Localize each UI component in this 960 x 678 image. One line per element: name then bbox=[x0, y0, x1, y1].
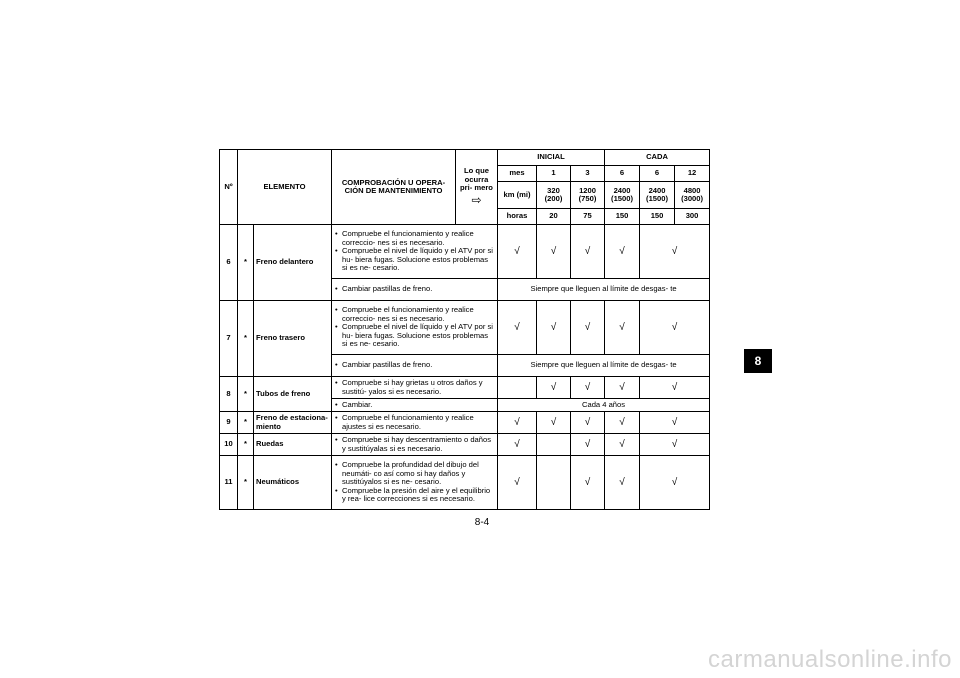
item-operation bbox=[332, 456, 498, 510]
header-km-value: 2400 (1500) bbox=[605, 182, 640, 209]
header-lo-que bbox=[456, 150, 498, 225]
check-mark: √ bbox=[571, 225, 605, 279]
table-row bbox=[220, 412, 743, 434]
item-star: * bbox=[238, 412, 254, 434]
check-mark: √ bbox=[571, 456, 605, 510]
table-row bbox=[220, 434, 743, 456]
header-km-value: 2400 (1500) bbox=[640, 182, 675, 209]
item-operation bbox=[332, 279, 498, 301]
header-mes-value: 12 bbox=[675, 166, 710, 182]
header-cada: CADA bbox=[605, 150, 710, 166]
header-inicial: INICIAL bbox=[498, 150, 605, 166]
item-name: Ruedas bbox=[254, 434, 332, 456]
empty-cell bbox=[537, 456, 571, 510]
check-mark: √ bbox=[640, 456, 710, 510]
header-horas-value: 150 bbox=[640, 209, 675, 225]
check-mark: √ bbox=[537, 225, 571, 279]
header-lo-que-text: Lo que ocurra pri- mero bbox=[460, 166, 493, 193]
watermark: carmanualsonline.info bbox=[708, 646, 952, 673]
header-km-value: 1200 (750) bbox=[571, 182, 605, 209]
list-item: • Cambiar. bbox=[334, 401, 495, 410]
item-interval-note: Cada 4 años bbox=[498, 399, 710, 412]
item-operation bbox=[332, 412, 498, 434]
item-number: 9 bbox=[220, 412, 238, 434]
list-item: • Compruebe el funcionamiento y realice correccio- nes si es necesario. bbox=[334, 230, 495, 247]
header-mes-value: 6 bbox=[640, 166, 675, 182]
item-operation bbox=[332, 434, 498, 456]
table-row bbox=[220, 301, 743, 355]
list-item: • Compruebe el funcionamiento y realice ajustes si es necesario. bbox=[334, 414, 495, 431]
page-number: 8-4 bbox=[474, 517, 490, 528]
header-horas-label: horas bbox=[498, 209, 537, 225]
check-mark: √ bbox=[605, 434, 640, 456]
table-row bbox=[220, 225, 743, 279]
list-item: • Cambiar pastillas de freno. bbox=[334, 361, 495, 370]
item-name: Neumáticos bbox=[254, 456, 332, 510]
check-mark: √ bbox=[498, 434, 537, 456]
check-mark: √ bbox=[640, 225, 710, 279]
check-mark: √ bbox=[571, 377, 605, 399]
item-star: * bbox=[238, 301, 254, 377]
check-mark: √ bbox=[498, 456, 537, 510]
check-mark: √ bbox=[498, 412, 537, 434]
table-row bbox=[220, 456, 743, 510]
header-elemento: ELEMENTO bbox=[238, 150, 332, 225]
check-mark: √ bbox=[640, 301, 710, 355]
check-mark: √ bbox=[605, 225, 640, 279]
list-item: • Compruebe si hay descentramiento o daños y sustitúyalas si es necesario. bbox=[334, 436, 495, 453]
item-name: Freno de estaciona- miento bbox=[254, 412, 332, 434]
header-horas-value: 20 bbox=[537, 209, 571, 225]
header-mes-value: 3 bbox=[571, 166, 605, 182]
item-operation bbox=[332, 225, 498, 279]
check-mark: √ bbox=[537, 301, 571, 355]
check-mark: √ bbox=[571, 434, 605, 456]
check-mark: √ bbox=[571, 412, 605, 434]
header-row-1 bbox=[220, 150, 743, 166]
item-name: Freno trasero bbox=[254, 301, 332, 377]
empty-cell bbox=[537, 434, 571, 456]
empty-cell bbox=[498, 377, 537, 399]
list-item: • Compruebe la presión del aire y el equilibrio y rea- lice correcciones si es necesario. bbox=[334, 487, 495, 504]
list-item: • Cambiar pastillas de freno. bbox=[334, 285, 495, 294]
check-mark: √ bbox=[498, 301, 537, 355]
item-number: 7 bbox=[220, 301, 238, 377]
header-km-value: 320 (200) bbox=[537, 182, 571, 209]
check-mark: √ bbox=[605, 301, 640, 355]
check-mark: √ bbox=[571, 301, 605, 355]
check-mark: √ bbox=[605, 456, 640, 510]
item-interval-note: Siempre que lleguen al límite de desgas- te bbox=[498, 279, 710, 301]
item-operation bbox=[332, 355, 498, 377]
check-mark: √ bbox=[605, 377, 640, 399]
check-mark: √ bbox=[498, 225, 537, 279]
maintenance-table bbox=[219, 149, 743, 510]
item-number: 6 bbox=[220, 225, 238, 301]
item-star: * bbox=[238, 456, 254, 510]
item-operation bbox=[332, 377, 498, 399]
item-operation bbox=[332, 301, 498, 355]
list-item: • Compruebe el funcionamiento y realice correccio- nes si es necesario. bbox=[334, 306, 495, 323]
check-mark: √ bbox=[537, 412, 571, 434]
item-name: Tubos de freno bbox=[254, 377, 332, 412]
header-km-value: 4800 (3000) bbox=[675, 182, 710, 209]
list-item: • Compruebe si hay grietas u otros daños y sustitú- yalos si es necesario. bbox=[334, 379, 495, 396]
header-horas-value: 75 bbox=[571, 209, 605, 225]
header-km-label: km (mi) bbox=[498, 182, 537, 209]
list-item: • Compruebe el nivel de líquido y el ATV por si hu- biera fugas. Solucione estos problemas si es ne- cesario. bbox=[334, 247, 495, 273]
table-row bbox=[220, 377, 743, 399]
item-star: * bbox=[238, 225, 254, 301]
item-operation bbox=[332, 399, 498, 412]
item-star: * bbox=[238, 434, 254, 456]
check-mark: √ bbox=[640, 412, 710, 434]
check-mark: √ bbox=[640, 377, 710, 399]
header-horas-value: 300 bbox=[675, 209, 710, 225]
item-number: 8 bbox=[220, 377, 238, 412]
check-mark: √ bbox=[605, 412, 640, 434]
header-horas-value: 150 bbox=[605, 209, 640, 225]
right-arrow-icon: ⇨ bbox=[471, 192, 482, 207]
header-mes-label: mes bbox=[498, 166, 537, 182]
header-mes-value: 6 bbox=[605, 166, 640, 182]
list-item: • Compruebe el nivel de líquido y el ATV por si hu- biera fugas. Solucione estos problemas si es ne- cesario. bbox=[334, 323, 495, 349]
header-no: Nº bbox=[220, 150, 238, 225]
section-tab: 8 bbox=[744, 349, 772, 373]
check-mark: √ bbox=[537, 377, 571, 399]
list-item: • Compruebe la profundidad del dibujo del neumáti- co así como si hay daños y sustitúyalos si es ne- cesario. bbox=[334, 461, 495, 487]
item-number: 10 bbox=[220, 434, 238, 456]
item-name: Freno delantero bbox=[254, 225, 332, 301]
header-comprobacion: COMPROBACIÓN U OPERA- CIÓN DE MANTENIMIENTO bbox=[332, 150, 456, 225]
header-mes-value: 1 bbox=[537, 166, 571, 182]
item-star: * bbox=[238, 377, 254, 412]
check-mark: √ bbox=[640, 434, 710, 456]
item-number: 11 bbox=[220, 456, 238, 510]
item-interval-note: Siempre que lleguen al límite de desgas- te bbox=[498, 355, 710, 377]
